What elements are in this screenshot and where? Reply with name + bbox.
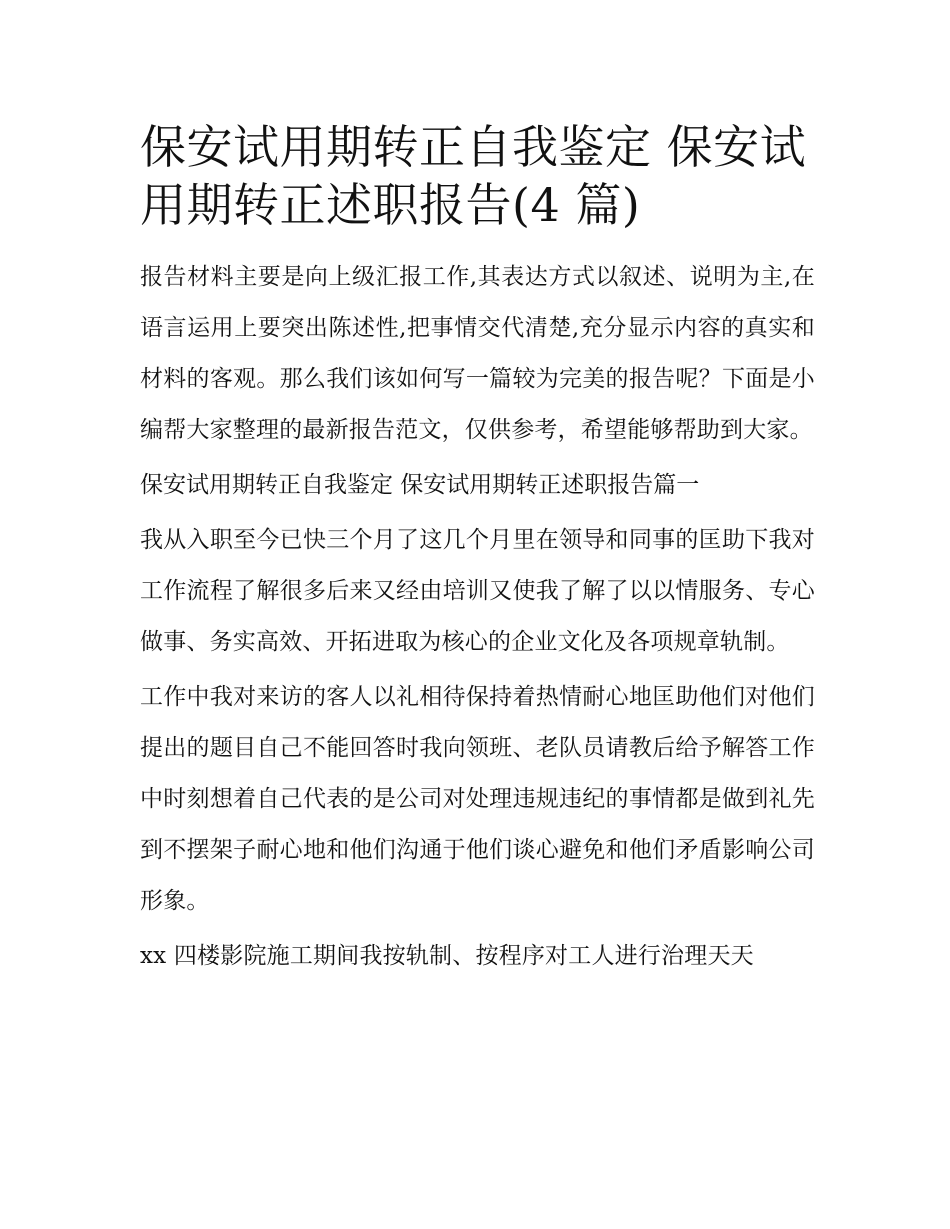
document-title: 保安试用期转正自我鉴定 保安试用期转正述职报告(4 篇) xyxy=(140,120,807,232)
section-heading: 保安试用期转正自我鉴定 保安试用期转正述职报告篇一 xyxy=(140,472,700,498)
body-paragraph-2: 工作中我对来访的客人以礼相待保持着热情耐心地匡助他们对他们提出的题目自己不能回答时我向领班、老队员请教后给予解答工作中时刻想着自己代表的是公司对处理违规违纪的事情都是做到礼先到不摆架子耐心地和他们沟通于他们谈心避免和他们矛盾影响公司形象。 xyxy=(140,684,815,914)
intro-paragraph: 报告材料主要是向上级汇报工作,其表达方式以叙述、说明为主,在语言运用上要突出陈述性,把事情交代清楚,充分显示内容的真实和材料的客观。那么我们该如何写一篇较为完美的报告呢？下面是小编帮大家整理的最新报告范文，仅供参考，希望能够帮助到大家。 xyxy=(140,264,815,443)
document-body xyxy=(140,118,815,986)
body-paragraph-1: 我从入职至今已快三个月了这几个月里在领导和同事的匡助下我对工作流程了解很多后来又经由培训又使我了解了以以情服务、专心做事、务实高效、开拓进取为核心的企业文化及各项规章轨制。 xyxy=(140,527,815,655)
body-paragraph-3: xx 四楼影院施工期间我按轨制、按程序对工人进行治理天天 xyxy=(140,943,754,969)
